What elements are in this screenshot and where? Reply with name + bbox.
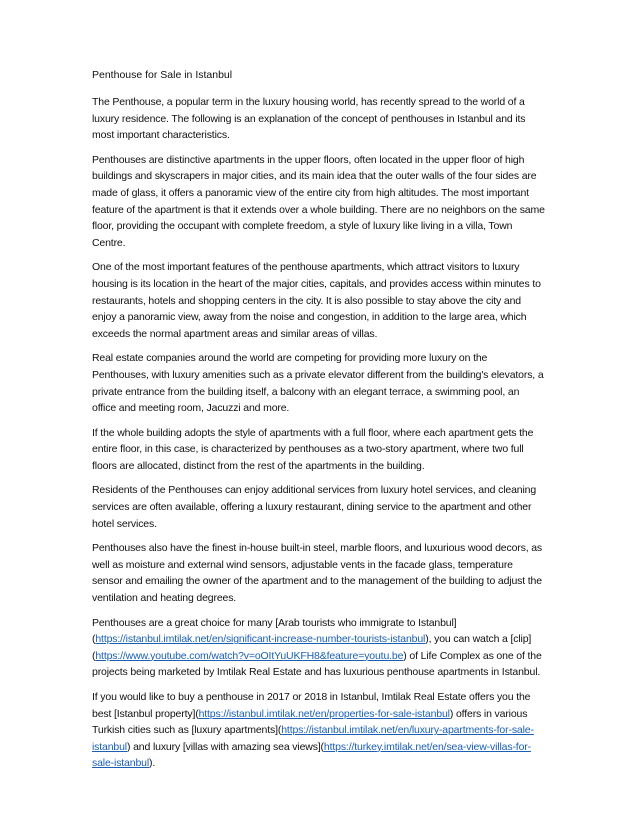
paragraph-5: If the whole building adopts the style of apartments with a full floor, where each apartment gets the entire floor, in this case, is characterized by penthouses as a two-story apartment, where two full floors are allocated, distinct from the rest of the apartments in the building. xyxy=(92,426,534,472)
youtube-clip-link[interactable]: https://www.youtube.com/watch?v=oOItYuUKFH8&feature=youtu.be xyxy=(95,649,404,662)
document-title: Penthouse for Sale in Istanbul xyxy=(92,69,233,81)
paragraph-3: One of the most important features of the penthouse apartments, which attract visitors to luxury housing is its location in the heart of the major cities, capitals, and provides access within minutes to restaurants, hotels and shopping centers in the city. It is also possible to stay above the city and enjoy a panoramic view, away from the noise and congestion, in addition to the large area, which exceeds the normal apartment areas and similar areas of villas. xyxy=(92,261,541,340)
paragraph-9 xyxy=(92,689,546,772)
paragraph-9-text-1: If you would like to buy a penthouse in 2017 or 2018 in Istanbul, Imtilak Real Estate offers you the best [Istanbul property]( xyxy=(92,691,531,720)
paragraph-8-text-1: Penthouses are a great choice for many [Arab tourists who immigrate to Istanbul]( xyxy=(92,616,457,646)
paragraph-9-text-3: ) and luxury [villas with amazing sea views]( xyxy=(127,740,324,753)
paragraph-1: The Penthouse, a popular term in the luxury housing world, has recently spread to the world of a luxury residence. The following is an explanation of the concept of penthouses in Istanbul and its most important characteristics. xyxy=(92,96,526,142)
tourists-link[interactable]: https://istanbul.imtilak.net/en/significant-increase-number-tourists-istanbul xyxy=(95,633,426,646)
paragraph-2: Penthouses are distinctive apartments in the upper floors, often located in the upper floor of high buildings and skyscrapers in major cities, and its main idea that the outer walls of the four sides are made of glass, it offers a panoramic view of the entire city from high altitudes. The most important feature of the apartment is that it extends over a whole building. There are no neighbors on the same floor, providing the occupant with complete freedom, a style of luxury like living in a villa, Town Centre. xyxy=(92,153,545,249)
paragraph-8-text-2: ), you can watch a [clip]( xyxy=(92,633,532,662)
luxury-apartments-link[interactable]: https://istanbul.imtilak.net/en/luxury-apartments-for-sale-istanbul xyxy=(92,724,534,753)
istanbul-property-link[interactable]: https://istanbul.imtilak.net/en/properties-for-sale-istanbul xyxy=(198,707,450,720)
paragraph-8-text-3: ) of Life Complex as one of the projects being marketed by Imtilak Real Estate and has luxurious penthouse apartments in Istanbul. xyxy=(92,649,542,679)
paragraph-4: Real estate companies around the world are competing for providing more luxury on the Penthouses, with luxury amenities such as a private elevator different from the building's elevators, a private entrance from the building itself, a balcony with an elegant terrace, a swimming pool, an office and meeting room, Jacuzzi and more. xyxy=(92,352,544,415)
paragraph-8 xyxy=(92,615,546,681)
paragraph-9-text-4: ). xyxy=(149,757,156,770)
paragraph-7: Penthouses also have the finest in-house built-in steel, marble floors, and luxurious wood decors, as well as moisture and external wind sensors, adjustable vents in the facade glass, temperature sensor and emailing the owner of the apartment and to the management of the building to adjust the ventilation and heating degrees. xyxy=(92,542,543,605)
paragraph-9-text-2: ) offers in various Turkish cities such as [luxury apartments]( xyxy=(92,707,528,737)
paragraph-6: Residents of the Penthouses can enjoy additional services from luxury hotel services, and cleaning services are often available, offering a luxury restaurant, dining service to the apartment and other hotel services. xyxy=(92,484,537,530)
sea-view-villas-link[interactable]: https://turkey.imtilak.net/en/sea-view-villas-for-sale-istanbul xyxy=(92,740,531,770)
